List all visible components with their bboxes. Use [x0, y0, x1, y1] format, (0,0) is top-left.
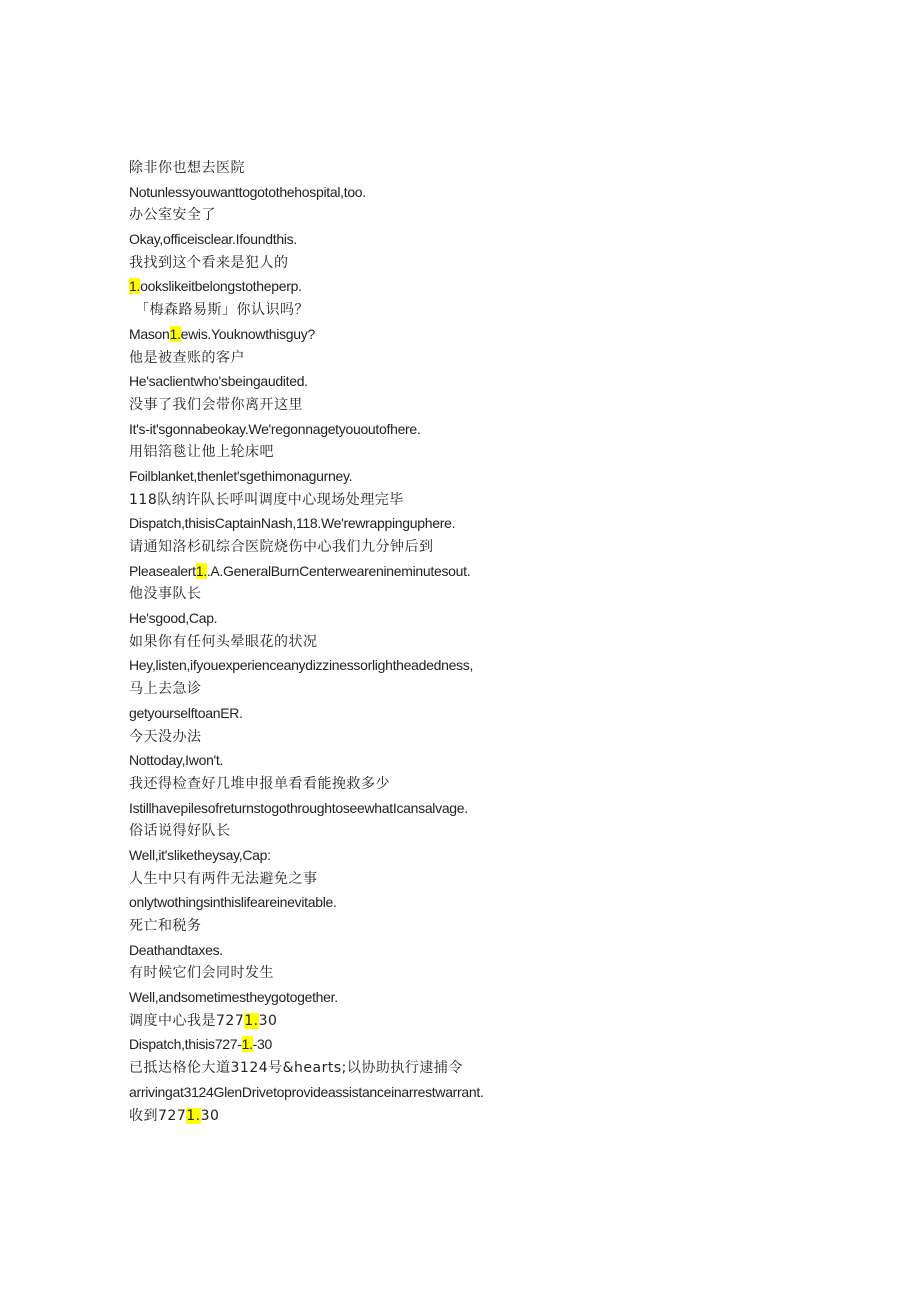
line-text: 俗话说得好队长 — [129, 823, 231, 840]
line-text: Mason — [129, 325, 170, 342]
english-subtitle-line — [129, 654, 869, 678]
line-text: 30 — [258, 1012, 278, 1029]
line-text: Deathandtaxes. — [129, 941, 223, 958]
line-text: 马上去急诊 — [129, 681, 202, 698]
english-subtitle-line — [129, 702, 869, 726]
subtitle-transcript — [129, 157, 869, 1128]
line-text: 「梅森路易斯」你认识吗？ — [135, 302, 309, 319]
chinese-subtitle-line — [129, 1057, 869, 1081]
line-text: 请通知洛杉矶综合医院烧伤中心我们九分钟后到 — [129, 539, 434, 555]
line-text: 没事了我们会带你离开这里 — [129, 396, 303, 413]
chinese-subtitle-line — [129, 441, 869, 465]
line-text: Well,andsometimestheygotogether. — [129, 989, 338, 1006]
line-text: 如果你有任何头晕眼花的状况 — [129, 633, 318, 650]
line-text: 他是被查账的客户 — [129, 349, 245, 366]
english-subtitle-line — [129, 986, 869, 1010]
chinese-subtitle-line — [129, 820, 869, 844]
chinese-subtitle-line — [129, 536, 869, 560]
line-text: 我找到这个看来是犯人的 — [129, 254, 289, 271]
line-text: 死亡和税务 — [129, 918, 202, 934]
highlighted-text: 1. — [129, 278, 141, 295]
line-text: Hey,listen,ifyouexperienceanydizzinessorlightheadedness, — [129, 657, 474, 674]
line-text: Okay,officeisclear.Ifoundthis. — [129, 231, 297, 248]
chinese-subtitle-line — [129, 915, 869, 939]
line-text: -30 — [252, 1036, 272, 1053]
chinese-subtitle-line — [129, 347, 869, 371]
line-text: 调度中心我是727 — [129, 1012, 245, 1029]
english-subtitle-line — [129, 891, 869, 915]
line-text: 收到727 — [129, 1107, 187, 1124]
english-subtitle-line — [129, 607, 869, 631]
highlighted-text: 1. — [169, 325, 181, 342]
chinese-subtitle-line — [129, 394, 869, 418]
chinese-subtitle-line — [129, 489, 869, 513]
chinese-subtitle-line — [129, 1010, 869, 1034]
line-text: ookslikeitbelongstotheperp. — [140, 278, 302, 295]
line-text: IstillhavepilesofreturnstogothroughtoseewhatIcansalvage. — [129, 799, 468, 816]
line-text: getyourselftoanER. — [129, 704, 243, 721]
english-subtitle-line — [129, 1033, 869, 1057]
highlighted-text: 1. — [241, 1036, 253, 1053]
line-text: Well,it'sliketheysay,Cap: — [129, 846, 271, 863]
highlighted-text: 1. — [195, 562, 207, 579]
line-text: 办公室安全了 — [129, 207, 216, 224]
chinese-subtitle-line — [129, 631, 869, 655]
line-text: Dispatch,thisis727- — [129, 1036, 242, 1053]
english-subtitle-line — [129, 939, 869, 963]
highlighted-text: 1. — [244, 1012, 259, 1029]
english-subtitle-line — [129, 1081, 869, 1105]
line-text: 除非你也想去医院 — [129, 160, 245, 176]
english-subtitle-line — [129, 512, 869, 536]
chinese-subtitle-line — [129, 962, 869, 986]
line-text: 已抵达格伦大道3124号&hearts;以协助执行逮捕令 — [129, 1060, 463, 1077]
line-text: Foilblanket,thenlet'sgethimonagurney. — [129, 467, 353, 484]
english-subtitle-line — [129, 797, 869, 821]
english-subtitle-line — [129, 181, 869, 205]
line-text: He'sgood,Cap. — [129, 610, 218, 627]
chinese-subtitle-line — [129, 726, 869, 750]
english-subtitle-line — [129, 749, 869, 773]
line-text: Dispatch,thisisCaptainNash,118.We'rewrappinguphere. — [129, 515, 456, 532]
english-subtitle-line — [129, 275, 869, 299]
line-text: .A.GeneralBurnCenterwearenineminutesout. — [206, 562, 471, 579]
english-subtitle-line — [129, 323, 869, 347]
line-text: 有时候它们会同时发生 — [129, 965, 274, 982]
line-text: arrivingat3124GlenDrivetoprovideassistanceinarrestwarrant. — [129, 1083, 484, 1100]
line-text: 30 — [200, 1107, 220, 1124]
line-text: Notunlessyouwanttogotothehospital,too. — [129, 183, 366, 200]
chinese-subtitle-line — [129, 204, 869, 228]
line-text: Pleasealert — [129, 562, 196, 579]
chinese-subtitle-line — [129, 157, 869, 181]
line-text: Nottoday,Iwon't. — [129, 752, 224, 769]
chinese-subtitle-line — [129, 583, 869, 607]
line-text: He'saclientwho'sbeingaudited. — [129, 373, 308, 390]
line-text: 他没事队长 — [129, 586, 202, 603]
chinese-subtitle-line — [129, 868, 869, 892]
chinese-subtitle-line — [129, 252, 869, 276]
chinese-subtitle-line — [129, 773, 869, 797]
line-text: onlytwothingsinthislifeareinevitable. — [129, 894, 337, 911]
english-subtitle-line — [129, 560, 869, 584]
english-subtitle-line — [129, 370, 869, 394]
line-text: 用铝箔毯让他上轮床吧 — [129, 444, 274, 461]
line-text: ewis.Youknowthisguy? — [180, 325, 315, 342]
english-subtitle-line — [129, 465, 869, 489]
line-text: 今天没办法 — [129, 728, 202, 745]
line-text: It's-it'sgonnabeokay.We'regonnagetyououtofhere. — [129, 420, 421, 437]
english-subtitle-line — [129, 418, 869, 442]
highlighted-text: 1. — [186, 1107, 201, 1124]
line-text: 118队纳许队长呼叫调度中心现场处理完毕 — [129, 491, 404, 508]
line-text: 人生中只有两件无法避免之事 — [129, 870, 318, 887]
chinese-subtitle-line — [129, 1105, 869, 1129]
english-subtitle-line — [129, 228, 869, 252]
line-text: 我还得检查好几堆申报单看看能挽救多少 — [129, 775, 390, 792]
chinese-subtitle-line — [129, 678, 869, 702]
chinese-subtitle-line — [129, 299, 869, 323]
english-subtitle-line — [129, 844, 869, 868]
